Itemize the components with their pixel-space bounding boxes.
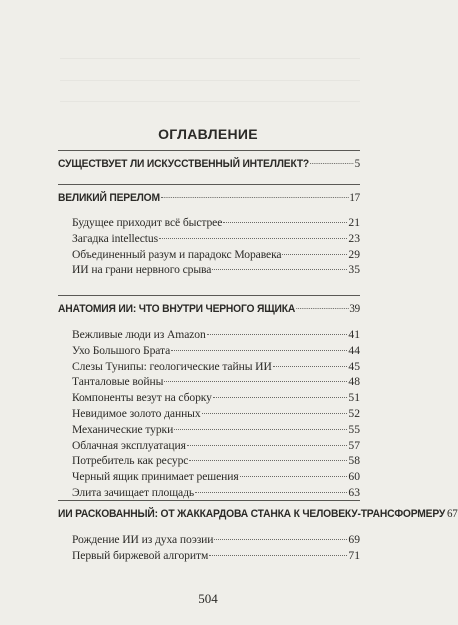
- section-page: 17: [349, 190, 361, 204]
- entry-page: 44: [348, 343, 360, 357]
- section-title: СУЩЕСТВУЕТ ЛИ ИСКУССТВЕННЫЙ ИНТЕЛЛЕКТ?: [58, 158, 310, 170]
- entry-title: ИИ на грани нервного срыва: [72, 263, 212, 277]
- toc-entry[interactable]: [58, 406, 360, 422]
- entry-title: Первый биржевой алгоритм: [72, 548, 209, 562]
- toc-section: [58, 295, 360, 500]
- toc-section: [58, 150, 360, 184]
- section-page: 67: [446, 506, 458, 520]
- entry-page: 57: [348, 438, 360, 452]
- entry-title: Облачная эксплуатация: [72, 438, 186, 452]
- toc-entry[interactable]: [58, 359, 360, 375]
- entry-page: 51: [348, 391, 360, 405]
- entry-page: 48: [348, 375, 360, 389]
- leader-dots: [195, 491, 347, 493]
- entry-page: 35: [348, 263, 360, 277]
- section-title: АНАТОМИЯ ИИ: ЧТО ВНУТРИ ЧЕРНОГО ЯЩИКА: [58, 303, 296, 315]
- toc-entry[interactable]: [58, 231, 360, 247]
- leader-dots: [159, 237, 347, 239]
- leader-dots: [207, 333, 348, 335]
- leader-dots: [202, 412, 348, 414]
- toc-section-heading[interactable]: [58, 506, 458, 521]
- toc-entry[interactable]: [58, 343, 360, 359]
- leader-dots: [212, 268, 347, 270]
- toc-entry[interactable]: [58, 262, 360, 278]
- toc-title: ОГЛАВЛЕНИЕ: [158, 126, 258, 142]
- table-of-contents: [58, 150, 458, 580]
- leader-dots: [213, 396, 348, 398]
- toc-entry[interactable]: [58, 422, 360, 438]
- entry-page: 55: [348, 422, 360, 436]
- show-through: [60, 80, 360, 81]
- leader-dots: [189, 459, 347, 461]
- toc-section-heading[interactable]: [58, 190, 360, 205]
- toc-entry[interactable]: [58, 453, 360, 469]
- entry-title: Механические турки: [72, 422, 174, 436]
- entry-title: Будущее приходит всё быстрее: [72, 216, 223, 229]
- toc-entry[interactable]: [58, 548, 360, 564]
- toc-entry[interactable]: [58, 485, 360, 501]
- entry-page: 63: [348, 485, 360, 499]
- entry-title: Слезы Тунипы: геологические тайны ИИ: [72, 359, 272, 373]
- entry-title: Вежливые люди из Amazon: [72, 328, 206, 341]
- toc-entry[interactable]: [58, 327, 360, 343]
- section-page: 5: [354, 156, 361, 170]
- entry-page: 58: [348, 454, 360, 468]
- leader-dots: [282, 253, 347, 255]
- leader-dots: [296, 307, 348, 309]
- page-number: 504: [198, 591, 218, 606]
- section-title: ВЕЛИКИЙ ПЕРЕЛОМ: [58, 192, 160, 204]
- toc-entry[interactable]: [58, 247, 360, 263]
- toc-section: [58, 500, 458, 580]
- entry-title: Танталовые войны: [72, 375, 164, 389]
- entry-title: Рождение ИИ из духа поэзии: [72, 533, 214, 546]
- toc-section-heading[interactable]: [58, 301, 360, 316]
- show-through: [60, 58, 360, 59]
- entry-page: 71: [348, 548, 360, 562]
- entry-title: Ухо Большого Брата: [72, 343, 171, 357]
- section-page: 39: [349, 301, 361, 315]
- leader-dots: [171, 349, 347, 351]
- entry-title: Невидимое золото данных: [72, 406, 201, 420]
- toc-section: [58, 184, 360, 295]
- leader-dots: [209, 554, 347, 556]
- leader-dots: [223, 221, 347, 223]
- toc-entry[interactable]: [58, 469, 360, 485]
- section-title: ИИ РАСКОВАННЫЙ: ОТ ЖАККАРДОВА СТАНКА К ЧЕЛОВЕКУ-ТРАНСФОРМЕРУ: [58, 508, 446, 520]
- entry-page: 52: [348, 406, 360, 420]
- leader-dots: [161, 196, 349, 198]
- entry-title: Объединенный разум и парадокс Моравека: [72, 247, 282, 261]
- toc-section-heading[interactable]: [58, 156, 360, 171]
- section-rule: [58, 184, 360, 185]
- entry-page: 41: [348, 328, 360, 341]
- entry-title: Компоненты везут на сборку: [72, 391, 212, 405]
- toc-entry[interactable]: [58, 215, 360, 231]
- entry-page: 45: [348, 359, 360, 373]
- section-rule: [58, 500, 360, 501]
- toc-entry[interactable]: [58, 390, 360, 406]
- leader-dots: [310, 162, 354, 164]
- entry-title: Загадка intellectus: [72, 231, 159, 245]
- leader-dots: [164, 380, 347, 382]
- leader-dots: [273, 365, 348, 367]
- entry-title: Потребитель как ресурс: [72, 454, 189, 468]
- toc-entry[interactable]: [58, 438, 360, 454]
- entry-title: Элита зачищает площадь: [72, 485, 195, 499]
- entry-page: 23: [348, 231, 360, 245]
- section-rule: [58, 150, 360, 151]
- leader-dots: [214, 538, 347, 540]
- toc-entry[interactable]: [58, 532, 360, 548]
- leader-dots: [240, 475, 348, 477]
- entry-title: Черный ящик принимает решения: [72, 470, 239, 484]
- toc-entry[interactable]: [58, 374, 360, 390]
- entry-page: 21: [348, 216, 360, 229]
- entry-page: 29: [348, 247, 360, 261]
- entry-page: 69: [348, 533, 360, 546]
- leader-dots: [174, 428, 347, 430]
- entry-page: 60: [348, 470, 360, 484]
- show-through: [60, 101, 360, 102]
- leader-dots: [187, 444, 348, 446]
- section-rule: [58, 295, 360, 296]
